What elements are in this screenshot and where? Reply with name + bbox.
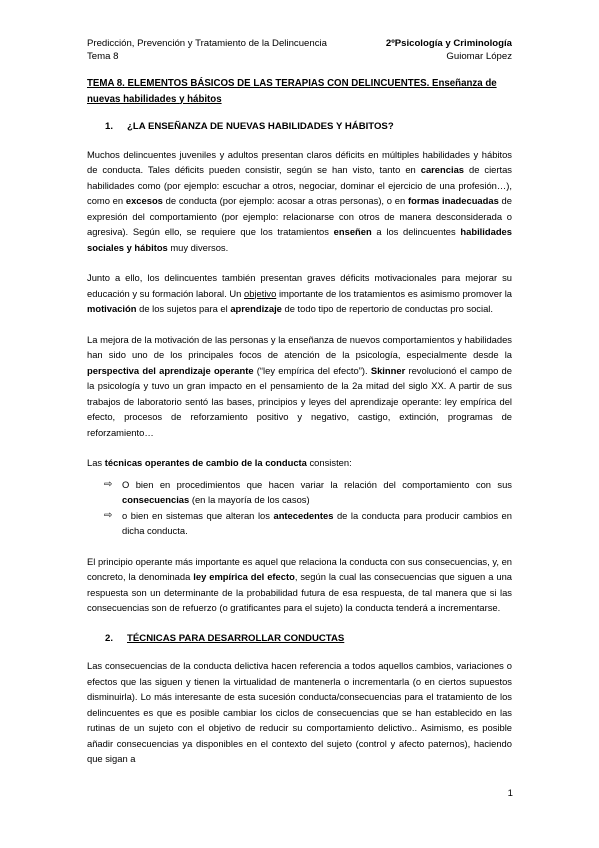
header-course: Predicción, Prevención y Tratamiento de la Delincuencia: [87, 38, 327, 49]
header-left: [87, 37, 327, 63]
section-2-number: 2.: [105, 632, 114, 644]
document-body: [87, 76, 512, 782]
paragraph-2: Junto a ello, los delincuentes también presentan graves déficits motivacionales para mejorar su educación y su formación laboral. Un objetivo importante de los tratamientos es asimismo promover la motivación de los sujetos para el aprendizaje de todo tipo de repertorio de conductas pro social.: [87, 272, 512, 314]
section-1-number: 1.: [105, 121, 114, 132]
section-1-heading: [87, 119, 512, 135]
paragraph-5: El principio operante más importante es aquel que relaciona la conducta con sus consecuencias, y, en concreto, la denominada ley empírica del efecto, según la cual las consecuencias que siguen a una respuesta son un determinante de la probabilidad futura de esa respuesta, de tal manera que si las consecuencias son de refuerzo (o gratificantes para el sujeto) la conducta tenderá a incrementarse.: [87, 555, 512, 613]
header-topic: Tema 8: [87, 51, 119, 62]
section-2-title: TÉCNICAS PARA DESARROLLAR CONDUCTAS: [127, 632, 345, 644]
arrow-right-icon: ⇨: [104, 509, 113, 521]
header-degree: 2ºPsicología y Criminología: [385, 38, 512, 49]
list-item: ⇨ O bien en procedimientos que hacen variar la relación del comportamiento con sus consecuencias (en la mayoría de los casos): [104, 478, 512, 505]
paragraph-6: Las consecuencias de la conducta delictiva hacen referencia a todos aquellos cambios, variaciones o efectos que las siguen y tienen la virtualidad de mantenerla o incrementarla (o en ciertos supuestos disminuirla). Lo más interesante de esta sucesión conducta/consecuencias para el tratamiento de los delincuentes es que es posible cambiar los ciclos de consecuencias que se han establecido en las rutinas de un sujeto con el objetivo de reducir su comportamiento delictivo.. Asimismo, es posible añadir consecuencias ya disponibles en el contexto del sujeto (control y afecto paternos), haciendo que sigan a: [87, 660, 512, 764]
paragraph-4: Las técnicas operantes de cambio de la conducta consisten:: [87, 457, 352, 468]
header-author: Guiomar López: [446, 51, 512, 62]
bullet-list: [87, 477, 512, 539]
doc-title: TEMA 8. ELEMENTOS BÁSICOS DE LAS TERAPIAS CON DELINCUENTES. Enseñanza de nuevas habilidades y hábitos: [87, 78, 497, 105]
page-number: 1: [507, 788, 513, 799]
paragraph-1: Muchos delincuentes juveniles y adultos presentan claros déficits en múltiples habilidades y hábitos de conducta. Tales déficits pueden consistir, según se han visto, tanto en carencias de ciertas habilidades como (por ejemplo: escuchar a otros, negociar, dominar el ejercicio de una profesión…), como en excesos de conducta (por ejemplo: acosar a otras personas), o en formas inadecuadas de expresión del comportamiento (por ejemplo: relacionarse con otros de manera desconsiderada o agresiva). Según ello, se requiere que los tratamientos enseñen a los delincuentes habilidades sociales y hábitos muy diversos.: [87, 148, 512, 253]
section-1-title: ¿LA ENSEÑANZA DE NUEVAS HABILIDADES Y HÁBITOS?: [127, 121, 394, 132]
list-item: ⇨ o bien en sistemas que alteran los antecedentes de la conducta para producir cambios en dicha conducta.: [104, 509, 512, 536]
section-2-heading: [87, 631, 512, 647]
header-right: [386, 37, 512, 63]
paragraph-3: La mejora de la motivación de las personas y la enseñanza de nuevos comportamientos y habilidades han sido uno de los principales focos de atención de la psicología, especialmente desde la perspectiva del aprendizaje operante (“ley empírica del efecto”). Skinner revolucionó el campo de la psicología y tuvo un gran impacto en el pensamiento de la 2a mitad del siglo XX. A partir de sus trabajos de laboratorio sentó las bases, principios y leyes del aprendizaje operante: ley empírica del efecto, procesos de reforzamiento positivo y negativo, castigo, extinción, programas de reforzamiento…: [87, 333, 512, 438]
arrow-right-icon: ⇨: [104, 478, 113, 490]
